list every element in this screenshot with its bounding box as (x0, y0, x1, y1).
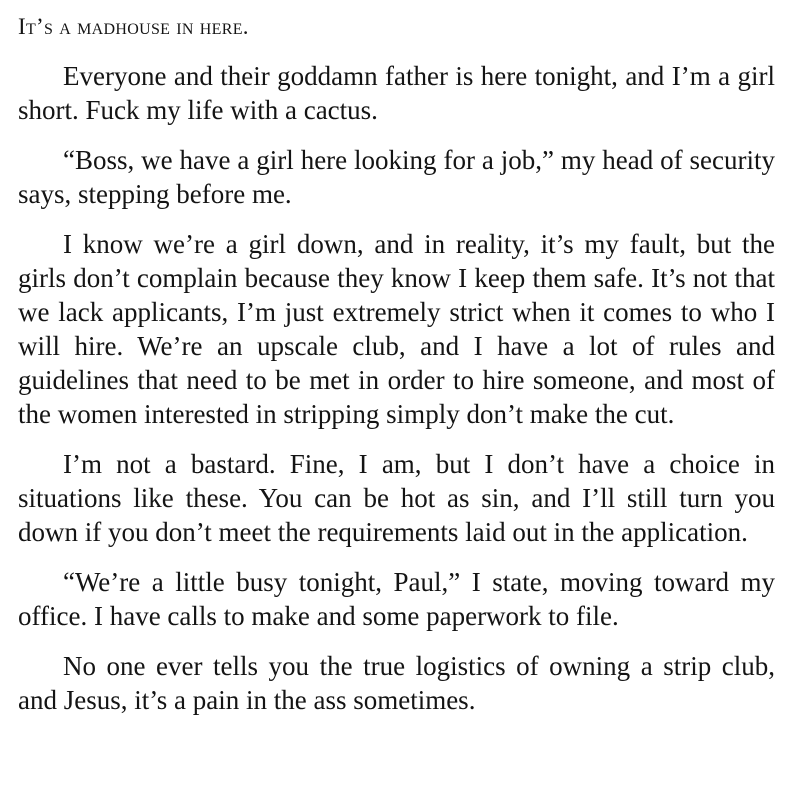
opening-line: It’s a madhouse in here. (18, 14, 249, 39)
paragraph-6: No one ever tells you the true logistics of owning a strip club, and Jesus, it’s a pain in the ass sometimes. (18, 651, 775, 715)
paragraph-4: I’m not a bastard. Fine, I am, but I don’t have a choice in situations like these. You can be hot as sin, and I’ll still turn you down if you don’t meet the requirements laid out in the application. (18, 449, 775, 547)
paragraph-3: I know we’re a girl down, and in reality, it’s my fault, but the girls don’t complain because they know I keep them safe. It’s not that we lack applicants, I’m just extremely strict when it comes to who I will hire. We’re an upscale club, and I have a lot of rules and guidelines that need to be met in order to hire someone, and most of the women interested in stripping simply don’t make the cut. (18, 229, 775, 429)
paragraph-2: “Boss, we have a girl here looking for a job,” my head of security says, stepping before me. (18, 145, 775, 209)
paragraph-5: “We’re a little busy tonight, Paul,” I state, moving toward my office. I have calls to make and some paperwork to file. (18, 567, 775, 631)
paragraph-1: Everyone and their goddamn father is here tonight, and I’m a girl short. Fuck my life with a cactus. (18, 61, 775, 125)
book-page (18, 0, 775, 717)
